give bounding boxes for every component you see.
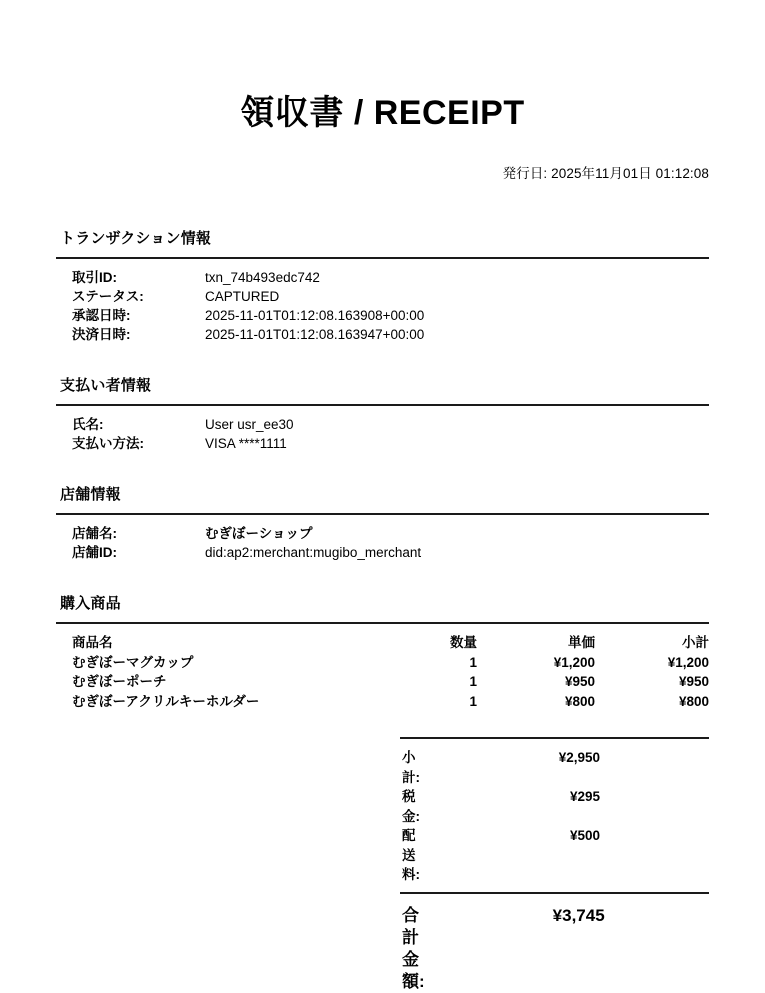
item-name: むぎぼーアクリルキーホルダー (72, 693, 260, 709)
detail-label: 店舗名: (72, 526, 117, 542)
item-quantity: 1 (469, 693, 477, 709)
issue-date: 発行日: 2025年11月01日 01:12:08 (502, 166, 709, 182)
column-header-quantity: 数量 (450, 635, 477, 651)
item-name: むぎぼーマグカップ (72, 654, 194, 670)
total-row (402, 748, 709, 787)
item-name: むぎぼーポーチ (72, 674, 167, 690)
items-section-heading: 購入商品 (60, 595, 121, 613)
detail-label: 店舗ID: (72, 545, 117, 561)
transaction-section (56, 227, 709, 344)
merchant-section-heading: 店舗情報 (60, 486, 121, 504)
item-subtotal: ¥950 (678, 674, 709, 690)
detail-row (72, 287, 709, 306)
table-row (72, 692, 709, 712)
section-divider (56, 622, 709, 624)
item-subtotal: ¥1,200 (667, 654, 709, 670)
detail-label: 氏名: (72, 417, 104, 433)
totals-list (400, 739, 709, 892)
detail-row (72, 543, 709, 562)
payer-details-list (56, 415, 709, 453)
item-subtotal: ¥800 (678, 693, 709, 709)
detail-label: 取引ID: (72, 270, 117, 286)
total-value: ¥2,950 (558, 750, 600, 766)
total-label: 税金: (402, 789, 420, 824)
detail-row (72, 415, 709, 434)
detail-row (72, 325, 709, 344)
table-row (72, 653, 709, 673)
detail-value: むぎぼーショップ (205, 526, 313, 542)
detail-value: VISA ****1111 (205, 436, 287, 452)
merchant-details-list (56, 524, 709, 562)
table-header-row (72, 633, 709, 653)
grand-total-label: 合計金額: (402, 905, 425, 991)
page-title: 領収書 / RECEIPT (240, 94, 525, 132)
item-unit-price: ¥950 (564, 674, 595, 690)
transaction-section-heading: トランザクション情報 (60, 230, 212, 248)
grand-total-row (402, 905, 709, 993)
detail-label: ステータス: (72, 289, 144, 305)
detail-value: txn_74b493edc742 (205, 270, 320, 286)
section-divider (56, 404, 709, 406)
total-label: 配送料: (402, 828, 420, 883)
payer-section-heading: 支払い者情報 (60, 377, 152, 395)
detail-row (72, 306, 709, 325)
payer-section (56, 374, 709, 453)
section-divider (56, 513, 709, 515)
total-row (402, 826, 709, 885)
detail-label: 支払い方法: (72, 436, 144, 452)
detail-label: 決済日時: (72, 327, 131, 343)
detail-value: User usr_ee30 (205, 417, 294, 433)
detail-value: 2025-11-01T01:12:08.163908+00:00 (205, 308, 425, 324)
section-divider (56, 257, 709, 259)
detail-value: CAPTURED (205, 289, 280, 305)
item-quantity: 1 (469, 654, 477, 670)
detail-label: 承認日時: (72, 308, 131, 324)
table-row (72, 672, 709, 692)
detail-value: 2025-11-01T01:12:08.163947+00:00 (205, 327, 425, 343)
total-value: ¥295 (569, 789, 600, 805)
transaction-details-list (56, 268, 709, 344)
detail-row (72, 268, 709, 287)
total-row (402, 787, 709, 826)
column-header-subtotal: 小計 (682, 635, 709, 651)
grand-total-block (400, 894, 709, 993)
grand-total-value: ¥3,745 (552, 905, 605, 925)
item-unit-price: ¥1,200 (553, 654, 595, 670)
column-header-name: 商品名 (72, 635, 113, 651)
items-table (56, 633, 709, 711)
item-quantity: 1 (469, 674, 477, 690)
merchant-section (56, 483, 709, 562)
detail-row (72, 434, 709, 453)
detail-row (72, 524, 709, 543)
total-label: 小計: (402, 750, 420, 785)
item-unit-price: ¥800 (564, 693, 595, 709)
total-value: ¥500 (569, 828, 600, 844)
detail-value: did:ap2:merchant:mugibo_merchant (205, 545, 422, 561)
items-section (56, 592, 709, 711)
column-header-unit-price: 単価 (568, 635, 595, 651)
